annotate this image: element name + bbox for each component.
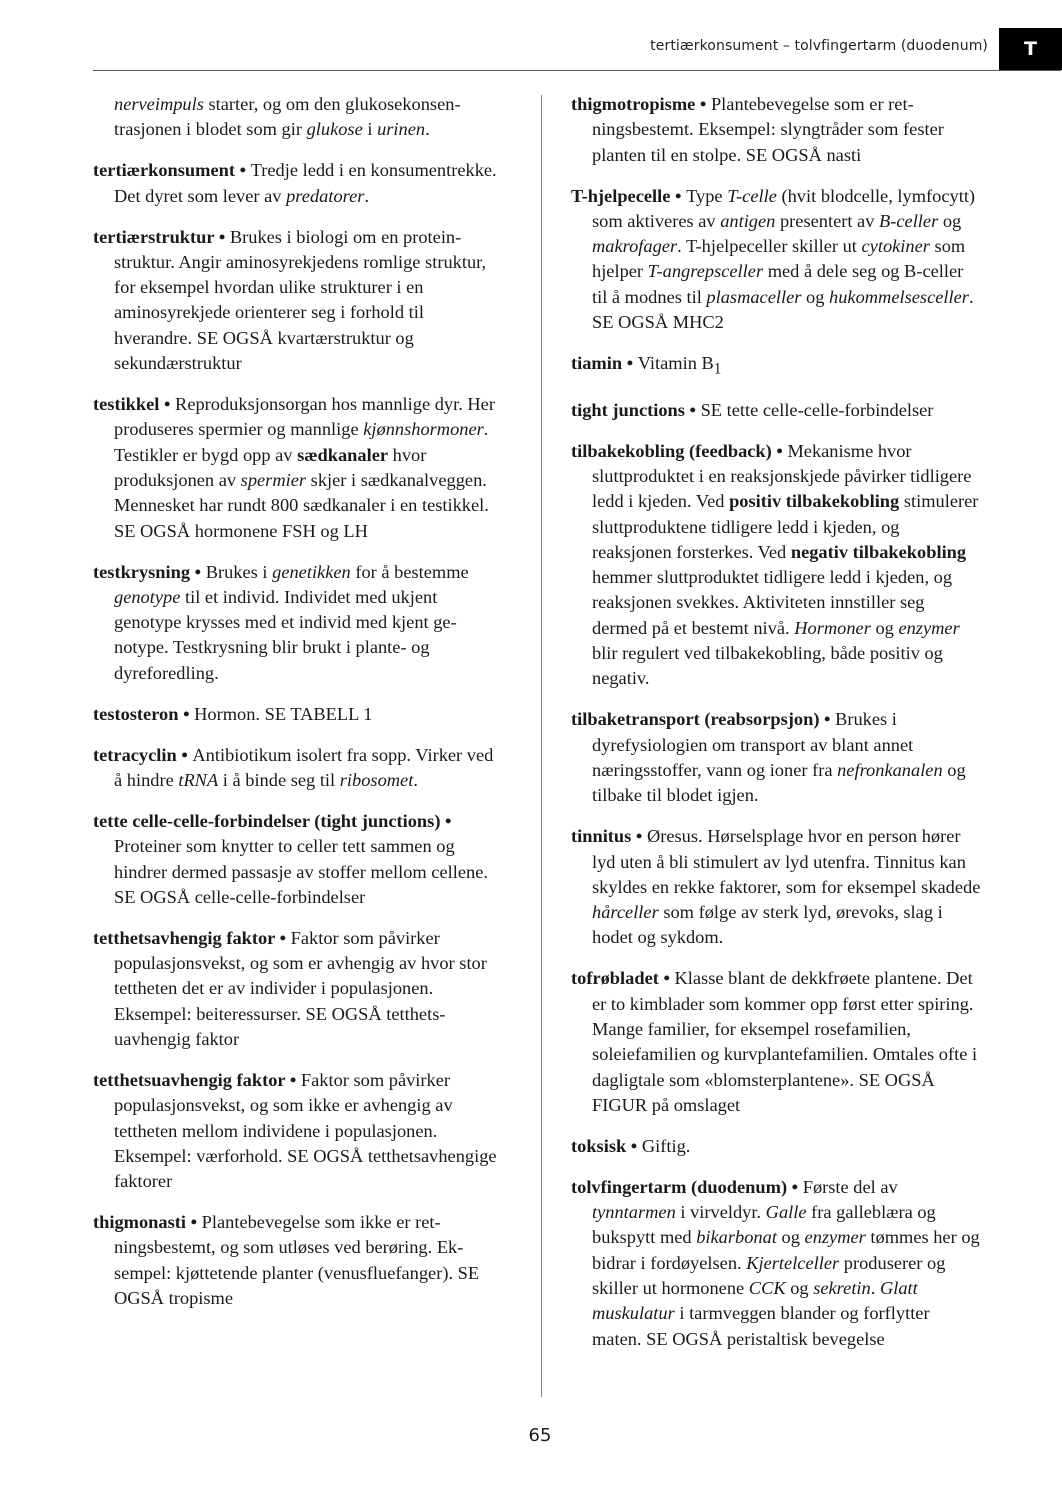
dictionary-entry: [93, 392, 505, 544]
dictionary-entry: [571, 398, 983, 423]
entry-text: Giftig.: [641, 1135, 691, 1156]
italic-term: tRNA: [178, 769, 219, 790]
bullet-separator: •: [684, 399, 701, 420]
entry-text: 1: [713, 360, 722, 378]
italic-term: B-celler: [879, 210, 939, 231]
dictionary-entry: [571, 92, 983, 168]
dictionary-entry: [93, 92, 505, 143]
dictionary-entry: [571, 1175, 983, 1352]
bullet-separator: •: [626, 1135, 642, 1156]
entry-text: og: [938, 210, 962, 231]
entry-text: .: [364, 185, 370, 206]
dictionary-entry: [93, 158, 505, 209]
entry-text: . SE OGSÅ MHC2: [592, 286, 974, 333]
entry-text: Reproduksjonsorgan hos mannlige dyr. Her produseres spermier og mannlige: [114, 394, 495, 440]
entry-text: Øresus. Hørselsplage hvor en person hører lyd uten å bli stimulert av lyd utenfra. Tinnitus kan skyldes en rekke faktorer, som for eksempel skadede: [592, 826, 981, 897]
dictionary-entry: [93, 225, 505, 377]
entry-text: .: [425, 119, 430, 140]
entry-headword: thigmotropisme: [571, 94, 696, 114]
italic-term: tynntarmen: [592, 1202, 676, 1223]
entry-text: .: [870, 1278, 880, 1299]
bullet-separator: •: [176, 744, 193, 765]
italic-term: makrofager: [592, 236, 678, 257]
italic-term: predatorer: [286, 185, 365, 206]
italic-term: plasmaceller: [706, 286, 802, 307]
italic-term: T-celle: [727, 185, 777, 206]
dictionary-entry: [571, 966, 983, 1118]
entry-text: . Testikler er bygd opp av: [114, 419, 489, 465]
entry-text: Type: [686, 185, 728, 206]
entry-text: som hjelper: [592, 236, 966, 282]
entry-text: Plantebevegelse som er retningsbestemt. Eksempel: slyngtråder som fester planten til en stolpe. SE OGSÅ nasti: [592, 94, 944, 165]
entry-text: og: [801, 286, 830, 307]
dictionary-entry: [571, 439, 983, 692]
entry-headword: tilbaketransport (reabsorpsjon): [571, 709, 820, 730]
italic-term: Glatt muskulatur: [592, 1278, 918, 1324]
italic-term: nefronkanalen: [837, 759, 943, 780]
entry-text: . T-hjelpeceller skiller ut: [677, 236, 862, 257]
entry-text: i tarmveggen blander og forflytter maten. SE OGSÅ peristaltisk bevegelse: [592, 1303, 930, 1349]
dictionary-entry: [571, 824, 983, 950]
bullet-separator: •: [670, 185, 687, 206]
left-column: [93, 92, 505, 1327]
italic-term: CCK: [748, 1278, 786, 1299]
entry-text: starter, og om den glukosekonsentrasjonen i blodet som gir: [114, 94, 461, 140]
entry-text: hemmer sluttproduktet tidligere ledd i kjeden, og reaksjonen svekkes. Aktiviteten innstiller seg dermed på et bestemt nivå.: [592, 567, 953, 638]
entry-text: Tredje ledd i en konsumentrekke. Det dyret som lever av: [114, 160, 497, 206]
italic-term: bikarbonat: [696, 1227, 777, 1248]
entry-text: og: [785, 1278, 814, 1299]
entry-headword: tetthetsuavhengig faktor: [93, 1069, 286, 1090]
entry-text: Første del av: [802, 1176, 898, 1197]
dictionary-entry: [93, 1068, 505, 1194]
entry-text: blir regulert ved tilbakekobling, både positiv og negativ.: [592, 643, 943, 689]
dictionary-entry: [93, 743, 505, 794]
bullet-separator: •: [178, 703, 195, 724]
bullet-separator: •: [214, 226, 230, 247]
entry-text: (hvit blodcelle, lymfocytt) som aktiveres av: [592, 185, 976, 231]
entry-text: Klasse blant de dekkfrøete plantene. Det er to kimblader som kommer opp først etter spiring. Mange familier, for eksempel rosefamilien, soleiefamilien og kurvplantefamilien. Omtales ofte i dagligtale som «blomsterplantene». SE OGSÅ FIGUR på omslaget: [592, 968, 978, 1115]
entry-headword: tilbakekobling (feedback): [571, 440, 772, 461]
entry-headword: tetracyclin: [93, 744, 177, 765]
bullet-separator: •: [819, 709, 836, 730]
page-number: 65: [528, 1425, 552, 1446]
entry-text: i virveldyr.: [675, 1202, 766, 1223]
bullet-separator: •: [622, 353, 638, 374]
entry-text: til et individ. Individet med ukjent genotype krysses med et individ med kjent genotype. Testkrysning blir brukt i plante- og dyreforedling.: [114, 586, 457, 683]
italic-term: genotype: [114, 586, 181, 607]
entry-headword: tertiærkonsument: [93, 160, 235, 181]
italic-term: sekretin: [813, 1278, 871, 1299]
entry-text: og: [870, 617, 899, 638]
entry-text: produserer og skiller ut hormonene: [592, 1252, 946, 1299]
bullet-separator: •: [771, 440, 788, 461]
entry-headword: T-hjelpecelle: [571, 185, 671, 206]
dictionary-entry: [93, 1210, 505, 1311]
bullet-separator: •: [787, 1176, 803, 1197]
italic-term: nerveimpuls: [114, 94, 204, 114]
dictionary-entry: [93, 702, 505, 727]
italic-term: antigen: [720, 210, 776, 231]
dictionary-entry: [93, 809, 505, 910]
dictionary-entry: [93, 926, 505, 1052]
dictionary-entry: [571, 184, 983, 336]
bullet-separator: •: [695, 94, 711, 114]
header-rule: [93, 70, 1061, 71]
entry-text: Vitamin B: [637, 353, 714, 374]
entry-text: i: [362, 119, 378, 140]
entry-headword: tinnitus: [571, 826, 632, 847]
entry-text: Mekanisme hvor sluttproduktet i en reaksjonskjede påvirker tidligere ledd i kjeden. Ved: [592, 440, 972, 512]
entry-text: og tilbake til blodet igjen.: [592, 759, 966, 806]
entry-text: Proteiner som knytter to celler tett sammen og hindrer dermed passasje av stoffer mellom cellene. SE OGSÅ celle-celle-forbindelser: [114, 836, 488, 907]
italic-term: kjønnshormoner: [363, 419, 484, 440]
entry-text: Faktor som påvirker populasjonsvekst, og som ikke er avhengig av tettheten mellom individene i populasjonen. Eksempel: værforhold. SE OGSÅ tetthetsavhengige faktorer: [114, 1069, 497, 1192]
italic-term: Kjertelceller: [746, 1252, 840, 1273]
bullet-separator: •: [159, 394, 176, 415]
letter-tab: T: [999, 28, 1062, 70]
italic-term: spermier: [240, 469, 307, 490]
entry-text: presentert av: [775, 210, 880, 231]
entry-text: .: [413, 769, 418, 790]
entry-text: Brukes i dyrefysiologien om transport av blant annet næringsstoffer, vann og ioner fra: [592, 709, 914, 780]
bullet-separator: •: [275, 927, 291, 948]
entry-text: tømmes her og bidrar i fordøyelsen.: [592, 1227, 980, 1273]
italic-term: Hormoner: [794, 617, 871, 638]
entry-text: i å binde seg til: [218, 769, 340, 790]
entry-headword: tette celle-celle-forbindelser (tight junctions): [93, 810, 441, 831]
bullet-separator: •: [235, 160, 251, 181]
entry-headword: testikkel: [93, 394, 160, 415]
entry-headword: testkrysning: [93, 561, 191, 582]
entry-text: Antibiotikum isolert fra sopp. Virker ved å hindre: [114, 744, 494, 790]
bullet-separator: •: [285, 1069, 301, 1090]
bullet-separator: •: [190, 561, 206, 582]
italic-term: hukommelsesceller: [829, 286, 969, 307]
column-divider: [541, 95, 542, 1397]
entry-headword: tofrøbladet: [571, 968, 659, 989]
italic-term: enzymer: [804, 1227, 866, 1248]
entry-text: skjer i sædkanalveggen. Mennesket har rundt 800 sædkanaler i en testikkel. SE OGSÅ hormonene FSH og LH: [114, 469, 489, 541]
entry-headword: testosteron: [93, 703, 179, 724]
dictionary-entry: [93, 560, 505, 686]
bullet-separator: •: [631, 826, 647, 847]
entry-text: Hormon. SE TABELL 1: [194, 703, 373, 724]
bold-term: negativ tilbakekobling: [790, 541, 967, 562]
entry-text: fra galleblæra og bukspytt med: [592, 1202, 936, 1248]
italic-term: T-angrepsceller: [647, 261, 764, 282]
italic-term: enzymer: [898, 617, 960, 638]
entry-text: og: [776, 1227, 805, 1248]
entry-text: for å bestemme: [350, 561, 469, 582]
italic-term: ribosomet: [339, 769, 414, 790]
italic-term: genetikken: [272, 561, 351, 582]
entry-text: Plantebevegelse som ikke er retningsbestemt, og som utløses ved berøring. Eksempel: kjøttetende planter (venusfluefanger). SE OGSÅ tropisme: [114, 1212, 480, 1309]
dictionary-entry: [571, 707, 983, 808]
bullet-separator: •: [186, 1212, 202, 1233]
italic-term: glukose: [306, 119, 363, 140]
entry-headword: thigmonasti: [93, 1212, 186, 1233]
entry-text: SE tette celle-celle-forbindelser: [700, 399, 934, 420]
right-column: [571, 92, 983, 1368]
entry-headword: toksisk: [571, 1135, 627, 1156]
italic-term: urinen: [377, 119, 426, 140]
dictionary-entry: [571, 1134, 983, 1159]
entry-text: som følge av sterk lyd, ørevoks, slag i hodet og sykdom.: [592, 902, 943, 948]
running-head: tertiærkonsument – tolvfingertarm (duodenum): [650, 38, 988, 54]
entry-headword: tetthetsavhengig faktor: [93, 927, 276, 948]
entry-headword: tertiærstruktur: [93, 226, 215, 247]
entry-headword: tight junctions: [571, 399, 685, 420]
bullet-separator: •: [658, 968, 675, 989]
dictionary-entry: [571, 351, 983, 382]
entry-headword: tolvfingertarm (duodenum): [571, 1176, 788, 1197]
entry-text: Brukes i biologi om en proteinstruktur. Angir aminosyrekjedens romlige struktur, for eksempel hvordan ulike strukturer i en aminosyrekjede orienterer seg i forhold til hverandre. SE OGSÅ kvartærstruktur og sekundærstruktur: [114, 226, 487, 374]
italic-term: cytokiner: [861, 236, 930, 257]
bold-term: positiv tilbakekobling: [729, 491, 900, 512]
bullet-separator: •: [440, 810, 452, 831]
entry-text: Brukes i: [205, 561, 273, 582]
entry-text: stimulerer sluttproduktene tidligere ledd i kjeden, og reaksjonen forsterkes. Ved: [592, 491, 979, 562]
entry-text: hvor produksjonen av: [114, 444, 427, 490]
italic-term: hårceller: [592, 902, 659, 923]
entry-text: Faktor som påvirker populasjonsvekst, og som er avhengig av hvor stor tettheten det er av individer i populasjonen. Eksempel: beiteressurser. SE OGSÅ tetthetsuavhengig faktor: [114, 927, 487, 1049]
bold-term: sædkanaler: [297, 444, 389, 465]
entry-text: med å dele seg og B-celler til å modnes til: [592, 261, 964, 307]
italic-term: Galle: [765, 1202, 807, 1223]
entry-headword: tiamin: [571, 353, 623, 374]
